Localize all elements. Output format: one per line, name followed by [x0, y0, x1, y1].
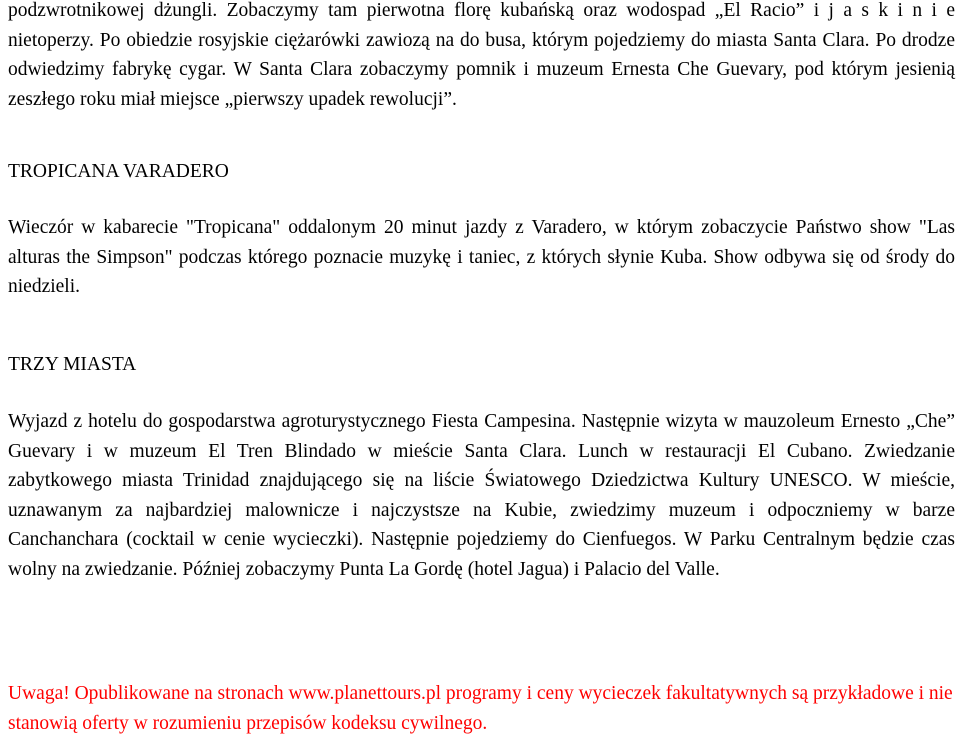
- disclaimer-notice: Uwaga! Opublikowane na stronach www.planettours.pl programy i ceny wycieczek fakultatywnych są przykładowe i nie stanowią oferty w rozumieniu przepisów kodeksu cywilnego.: [8, 683, 953, 734]
- section-body-tropicana: Wieczór w kabarecie "Tropicana" oddalonym 20 minut jazdy z Varadero, w którym zobaczycie Państwo show "Las alturas the Simpson" podczas którego poznacie muzykę i taniec, z których słynie Kuba. Show odbywa się od środy do niedzieli.: [8, 217, 955, 297]
- intro-paragraph: podzwrotnikowej dżungli. Zobaczymy tam pierwotna florę kubańską oraz wodospad „El Racio” i j a s k i n i e nietoperzy. Po obiedzie rosyjskie ciężarówki zawiozą na do busa, którym pojedziemy do miasta Santa Clara. Po drodze odwiedzimy fabrykę cygar. W Santa Clara zobaczymy pomnik i muzeum Ernesta Che Guevary, pod którym jesienią zeszłego roku miał miejsce „pierwszy upadek rewolucji”.: [8, 0, 955, 110]
- section-heading-trzy-miasta: TRZY MIASTA: [8, 354, 137, 375]
- section-body-trzy-miasta: Wyjazd z hotelu do gospodarstwa agroturystycznego Fiesta Campesina. Następnie wizyta w mauzoleum Ernesto „Che” Guevary i w muzeum El Tren Blindado w mieście Santa Clara. Lunch w restauracji El Cubano. Zwiedzanie zabytkowego miasta Trinidad znajdującego się na liście Światowego Dziedzictwa Kultury UNESCO. W mieście, uznawanym za najbardziej malownicze i najczystsze na Kubie, zwiedzimy muzeum i odpoczniemy w barze Canchanchara (cocktail w cenie wycieczki). Następnie pojedziemy do Cienfuegos. W Parku Centralnym będzie czas wolny na zwiedzanie. Później zobaczymy Punta La Gordę (hotel Jagua) i Palacio del Valle.: [8, 411, 955, 580]
- section-heading-tropicana: TROPICANA VARADERO: [8, 161, 229, 182]
